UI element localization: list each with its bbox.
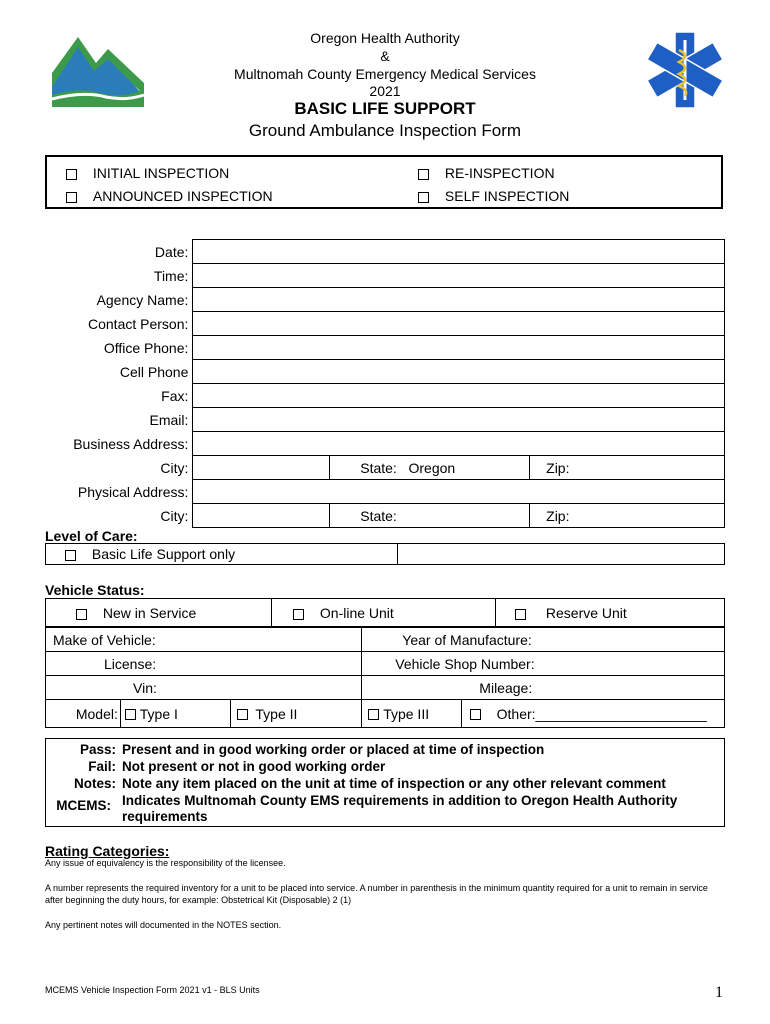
license-field[interactable] xyxy=(46,652,362,676)
rating-categories-title: Rating Categories: xyxy=(45,843,170,859)
page-title: BASIC LIFE SUPPORT xyxy=(294,99,476,118)
initial-inspection-checkbox[interactable] xyxy=(66,169,77,180)
state2-label: State: xyxy=(360,507,397,524)
reinspection-checkbox[interactable] xyxy=(418,169,429,180)
type3-option[interactable] xyxy=(362,700,462,728)
rating-p2: A number represents the required inventory for a unit to be placed into service. A number in parenthesis in the minimum quantity required for a unit to remain in service after beginning the duty hours, for example: Obstetrical Kit (Disposable) 2 (1) xyxy=(45,883,708,905)
make-label: Make of Vehicle: xyxy=(53,631,156,648)
business-address-field[interactable] xyxy=(193,432,725,456)
mcems-text: Indicates Multnomah County EMS requirements in addition to Oregon Health Authority requirements xyxy=(122,793,678,824)
announced-inspection-checkbox[interactable] xyxy=(66,192,77,203)
new-in-service-label: New in Service xyxy=(102,605,197,621)
reinspection-label: RE-INSPECTION xyxy=(444,165,555,181)
bls-only-option[interactable] xyxy=(65,546,235,562)
email-label: Email: xyxy=(149,411,189,428)
time-field[interactable] xyxy=(193,264,725,288)
physical-address-label: Physical Address: xyxy=(77,483,189,500)
page-subtitle: Ground Ambulance Inspection Form xyxy=(248,121,522,140)
type1-label: Type I xyxy=(139,705,178,722)
mileage-label: Mileage: xyxy=(479,679,533,696)
type3-label: Type III xyxy=(383,705,430,722)
other-checkbox[interactable] xyxy=(470,709,481,720)
city2-label: City: xyxy=(160,507,189,524)
state-label: State: xyxy=(360,459,397,476)
type2-option[interactable] xyxy=(230,700,362,728)
state-field[interactable] xyxy=(330,456,530,480)
vehicle-details-table xyxy=(45,627,725,728)
inspection-type-box xyxy=(45,155,723,209)
header-org2: Multnomah County Emergency Medical Services xyxy=(234,66,536,82)
business-address-label: Business Address: xyxy=(73,435,189,452)
vin-label: Vin: xyxy=(133,679,157,696)
year-label: Year of Manufacture: xyxy=(402,631,532,648)
date-field[interactable] xyxy=(193,240,725,264)
online-unit-label: On-line Unit xyxy=(319,605,394,621)
office-phone-label: Office Phone: xyxy=(103,339,189,356)
reinspection-option[interactable] xyxy=(418,165,555,181)
city-field[interactable] xyxy=(193,456,330,480)
office-phone-field[interactable] xyxy=(193,336,725,360)
make-field[interactable] xyxy=(46,628,362,652)
level-of-care-box xyxy=(45,543,725,565)
zip-label: Zip: xyxy=(546,459,570,476)
self-inspection-option[interactable] xyxy=(418,188,569,204)
type2-label: Type II xyxy=(255,705,298,722)
vehicle-status-title: Vehicle Status: xyxy=(45,582,145,598)
zip-field[interactable] xyxy=(530,456,725,480)
other-label: Other:______________________ xyxy=(496,705,707,722)
date-label: Date: xyxy=(154,243,189,260)
online-unit-checkbox[interactable] xyxy=(293,609,304,620)
state2-field[interactable] xyxy=(330,504,530,528)
initial-inspection-label: INITIAL INSPECTION xyxy=(92,165,230,181)
new-in-service-checkbox[interactable] xyxy=(76,609,87,620)
agency-name-field[interactable] xyxy=(193,288,725,312)
type1-checkbox[interactable] xyxy=(125,709,136,720)
new-in-service-option[interactable] xyxy=(76,605,196,621)
page-number: 1 xyxy=(715,984,723,1001)
year-field[interactable] xyxy=(362,628,725,652)
self-inspection-checkbox[interactable] xyxy=(418,192,429,203)
initial-inspection-option[interactable] xyxy=(66,165,229,181)
reserve-unit-checkbox[interactable] xyxy=(515,609,526,620)
bls-only-label: Basic Life Support only xyxy=(91,546,236,562)
shop-number-field[interactable] xyxy=(362,652,725,676)
license-label: License: xyxy=(104,655,157,672)
announced-inspection-option[interactable] xyxy=(66,188,273,204)
city-label: City: xyxy=(160,459,189,476)
level-of-care-title: Level of Care: xyxy=(45,528,138,544)
physical-address-field[interactable] xyxy=(193,480,725,504)
pass-text: Present and in good working order or placed at time of inspection xyxy=(122,742,545,757)
type3-checkbox[interactable] xyxy=(368,709,379,720)
reserve-unit-label: Reserve Unit xyxy=(545,605,627,621)
email-field[interactable] xyxy=(193,408,725,432)
pass-label: Pass: xyxy=(79,742,116,757)
header-org1: Oregon Health Authority xyxy=(310,30,460,46)
zip2-field[interactable] xyxy=(530,504,725,528)
notes-label: Notes: xyxy=(73,776,116,791)
header-ampersand: & xyxy=(380,48,390,64)
fail-label: Fail: xyxy=(88,759,116,774)
contact-person-label: Contact Person: xyxy=(88,315,189,332)
agency-info-table xyxy=(45,239,725,528)
notes-text: Note any item placed on the unit at time of inspection or any other relevant comment xyxy=(122,776,666,791)
self-inspection-label: SELF INSPECTION xyxy=(444,188,570,204)
fail-text: Not present or not in good working order xyxy=(122,759,386,774)
rating-p3: Any pertinent notes will documented in the NOTES section. xyxy=(45,920,282,930)
rating-p1: Any issue of equivalency is the responsibility of the licensee. xyxy=(45,858,286,868)
fax-label: Fax: xyxy=(161,387,189,404)
mcems-label: MCEMS: xyxy=(56,798,111,813)
cell-phone-label: Cell Phone xyxy=(119,363,189,380)
legend-box xyxy=(45,738,725,827)
city2-field[interactable] xyxy=(193,504,330,528)
footer-text: MCEMS Vehicle Inspection Form 2021 v1 - BLS Units xyxy=(45,985,260,995)
mileage-field[interactable] xyxy=(362,676,725,700)
vin-field[interactable] xyxy=(46,676,362,700)
agency-name-label: Agency Name: xyxy=(96,291,189,308)
vehicle-status-box xyxy=(45,598,725,627)
reserve-unit-option[interactable] xyxy=(515,605,627,621)
time-label: Time: xyxy=(153,267,189,284)
announced-inspection-label: ANNOUNCED INSPECTION xyxy=(92,188,273,204)
model-label: Model: xyxy=(46,700,121,728)
type2-checkbox[interactable] xyxy=(237,709,248,720)
cell-phone-field[interactable] xyxy=(193,360,725,384)
online-unit-option[interactable] xyxy=(293,605,394,621)
header-year: 2021 xyxy=(369,83,401,99)
other-option[interactable] xyxy=(462,700,725,728)
bls-only-checkbox[interactable] xyxy=(65,550,76,561)
zip2-label: Zip: xyxy=(546,507,570,524)
shop-number-label: Vehicle Shop Number: xyxy=(395,655,535,672)
contact-person-field[interactable] xyxy=(193,312,725,336)
state-value: Oregon xyxy=(408,459,456,476)
fax-field[interactable] xyxy=(193,384,725,408)
type1-option[interactable] xyxy=(120,700,230,728)
